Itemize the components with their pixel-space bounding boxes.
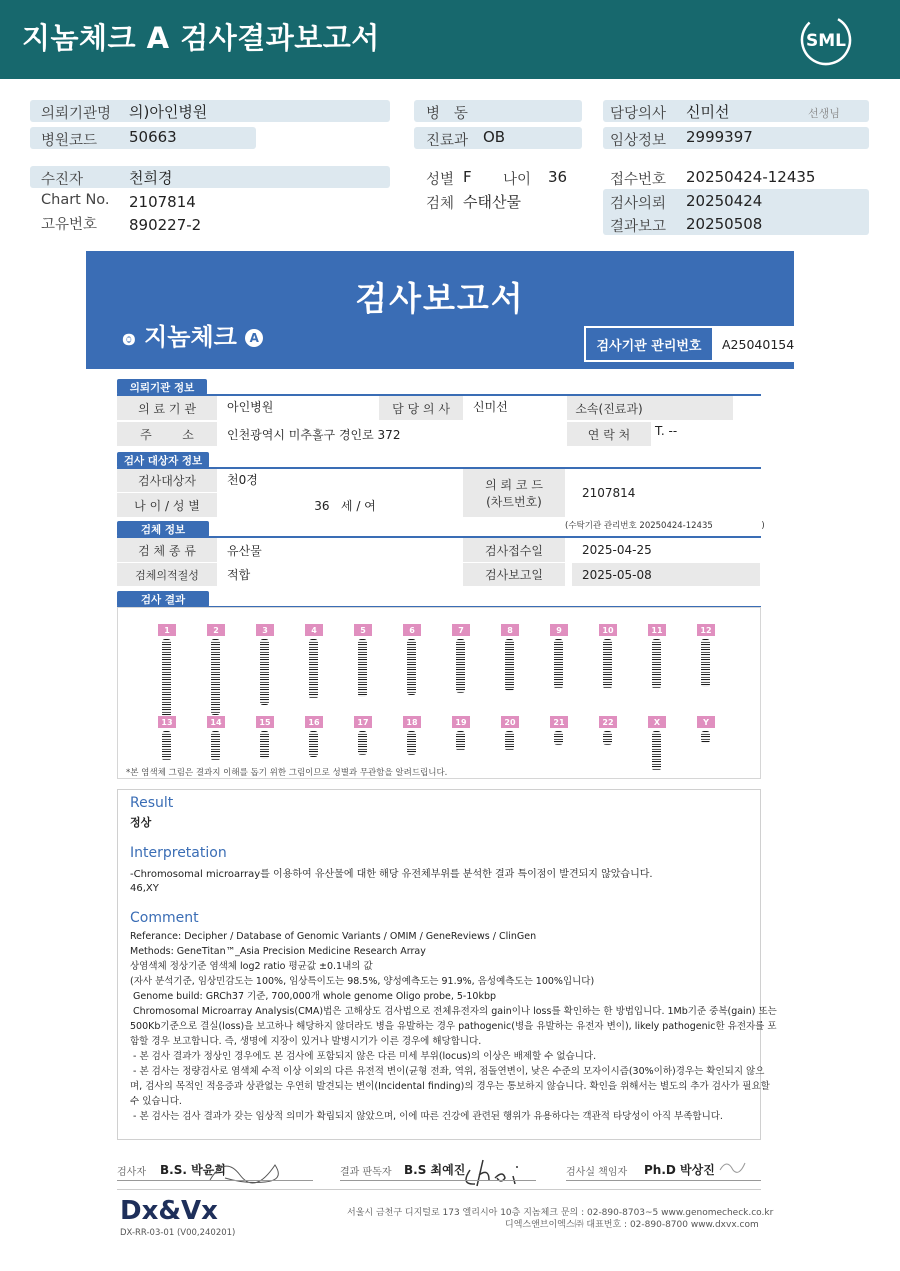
comment-line: 함할 경우 보고합니다. 즉, 생명에 지장이 있거나 발병시기가 이른 경우에 해당합니다. xyxy=(130,1036,482,1047)
doc-value: 신미선 xyxy=(463,396,567,420)
comment-line: Genome build: GRCh37 기준, 700,000개 whole genome Oligo probe, 5-10kbp xyxy=(130,991,497,1002)
comment-line: 상염색체 정상기준 염색체 log2 ratio 평균값 ±0.1내의 값 xyxy=(130,961,373,972)
comment-line: - 본 검사 결과가 정상인 경우에도 본 검사에 포함되지 않은 다른 미세 부위(locus)의 이상은 배제할 수 없습니다. xyxy=(130,1051,597,1062)
sign-line xyxy=(566,1180,761,1181)
tester-label: 검사자 xyxy=(117,1167,146,1178)
footer-company: 디엑스앤브이엑스㈜ 대표번호 : 02-890-8700 www.dxvx.com xyxy=(505,1220,759,1230)
agesex-value: 36 세 / 여 xyxy=(217,493,463,517)
chromosome-label: 17 xyxy=(354,716,372,728)
hospital-code-label: 병원코드 xyxy=(41,133,98,149)
result-text: 정상 xyxy=(130,816,152,829)
recv-date-value: 2025-04-25 xyxy=(572,538,760,562)
patient-value: 천희경 xyxy=(129,169,173,187)
footer-divider xyxy=(117,1189,761,1190)
sign-line xyxy=(117,1180,313,1181)
chromosome-14 xyxy=(211,731,220,761)
footer-address: 서울시 금천구 디지털로 173 엘리시아 10층 지놈체크 문의 : 02-890-8703~5 www.genomecheck.co.kr xyxy=(347,1208,774,1218)
request-label: 검사의뢰 xyxy=(610,196,667,212)
doctor-value: 신미선 xyxy=(686,103,730,121)
addr-label: 주 소 xyxy=(117,422,217,446)
chromosome-15 xyxy=(260,731,269,759)
comment-line: 수 있습니다. xyxy=(130,1096,182,1107)
unique-label: 고유번호 xyxy=(41,217,98,233)
reception-label: 접수번호 xyxy=(610,172,667,188)
chromosome-label: 5 xyxy=(354,624,372,636)
chromosome-label: 14 xyxy=(207,716,225,728)
chromosome-2 xyxy=(211,639,220,715)
chromosome-16 xyxy=(309,731,318,757)
chromosome-9 xyxy=(554,639,563,689)
interpretation-line-2: 46,XY xyxy=(130,883,159,894)
section-subject: 검사 대상자 정보 xyxy=(117,452,209,468)
chromosome-label: 1 xyxy=(158,624,176,636)
results-panel xyxy=(117,789,777,1140)
chromosome-4 xyxy=(309,639,318,699)
chromosome-5 xyxy=(358,639,367,697)
comment-line: Methods: GeneTitan™_Asia Precision Medicine Research Array xyxy=(130,946,426,957)
chromosome-11 xyxy=(652,639,661,689)
chromosome-17 xyxy=(358,731,367,755)
code-label xyxy=(463,469,565,517)
chief-label: 검사실 책임자 xyxy=(566,1167,628,1178)
chromosome-21 xyxy=(554,731,563,745)
sex-value: F xyxy=(463,168,472,186)
contact-value: T. -- xyxy=(651,422,733,446)
chromosome-19 xyxy=(456,731,465,751)
chromosome-label: 2 xyxy=(207,624,225,636)
report-date-value: 2025-05-08 xyxy=(572,563,760,586)
specimen-label: 검체 xyxy=(426,196,455,212)
inst-label: 의 료 기 관 xyxy=(117,396,217,420)
unique-value: 890227-2 xyxy=(129,216,202,234)
section-results: 검사 결과 xyxy=(117,591,209,607)
chart-label: Chart No. xyxy=(41,192,110,208)
clinical-value: 2999397 xyxy=(686,128,753,146)
report-date-label: 검사보고일 xyxy=(463,563,565,586)
chromosome-label: 10 xyxy=(599,624,617,636)
interpretation-line-1: -Chromosomal microarray를 이용하여 유산물에 대한 해당 유전체부위를 분석한 결과 특이점이 발견되지 않았습니다. xyxy=(130,869,653,880)
comment-body xyxy=(130,929,777,1124)
reception-value: 20250424-12435 xyxy=(686,168,816,186)
result-heading: Result xyxy=(130,795,174,811)
chromosome-label: 18 xyxy=(403,716,421,728)
chromosome-label: 20 xyxy=(501,716,519,728)
chromosome-label: 16 xyxy=(305,716,323,728)
chromosome-7 xyxy=(456,639,465,693)
comment-line: 며, 검사의 목적인 적응증과 상관없는 우연히 발견되는 변이(Incidental finding)의 경우는 통보하지 않습니다. 확인을 위해서는 별도의 추가 검사가 필요할 xyxy=(130,1081,770,1092)
chromosome-3 xyxy=(260,639,269,705)
suit-value: 적합 xyxy=(217,563,463,586)
comment-line: (자사 분석기준, 임상민감도는 100%, 임상특이도는 98.5%, 양성예측도는 91.9%, 음성예측도는 100%입니다) xyxy=(130,976,595,987)
sex-label: 성별 xyxy=(426,172,455,188)
age-label: 나이 xyxy=(503,172,532,188)
chromosome-X xyxy=(652,731,661,771)
contact-label: 연 락 처 xyxy=(567,422,651,446)
doctor-label: 담당의사 xyxy=(610,106,667,122)
comment-line: Referance: Decipher / Database of Genomic Variants / OMIM / GeneReviews / ClinGen xyxy=(130,931,537,942)
age-value: 36 xyxy=(548,168,568,186)
chromosome-1 xyxy=(162,639,171,717)
comment-line: 500Kb기준으로 결실(loss)을 보고하나 해당하지 않더라도 병을 유발하는 경우 pathogenic(병을 유발하는 유전자 변이), likely pathogenic한 유전자를 포 xyxy=(130,1021,777,1032)
chromosome-label: 9 xyxy=(550,624,568,636)
chromosome-13 xyxy=(162,731,171,761)
karyotype-panel xyxy=(117,607,761,779)
addr-value: 인천광역시 미추홀구 경인로 372 xyxy=(217,422,563,446)
judge-signature xyxy=(455,1150,545,1190)
patient-label: 수진자 xyxy=(41,172,84,188)
header-bar xyxy=(0,0,900,79)
chromosome-label: 12 xyxy=(697,624,715,636)
result-date-value: 20250508 xyxy=(686,215,763,233)
chromosome-12 xyxy=(701,639,710,687)
spec-type-label: 검 체 종 류 xyxy=(117,538,217,562)
result-date-label: 결과보고 xyxy=(610,219,667,235)
mgmt-value: A25040154 xyxy=(714,328,846,360)
dept-label: 진료과 xyxy=(426,133,469,149)
management-number-box xyxy=(584,326,848,362)
chromosome-label: 3 xyxy=(256,624,274,636)
chromosome-20 xyxy=(505,731,514,751)
affil-value xyxy=(651,396,733,420)
mgmt-label: 검사기관 관리번호 xyxy=(586,328,714,360)
chromosome-label: Y xyxy=(697,716,715,728)
chromosome-18 xyxy=(407,731,416,755)
chromosome-label: 13 xyxy=(158,716,176,728)
brand-mark: A xyxy=(245,329,263,347)
chromosome-Y xyxy=(701,731,710,743)
sign-line xyxy=(340,1180,536,1181)
chief-name: Ph.D 박상진 xyxy=(644,1163,715,1177)
chart-value: 2107814 xyxy=(129,193,196,211)
chromosome-6 xyxy=(407,639,416,695)
subject-label: 검사대상자 xyxy=(117,469,217,492)
tester-signature xyxy=(205,1150,295,1190)
chromosome-label: 4 xyxy=(305,624,323,636)
patient-pill xyxy=(30,166,390,188)
footer-brand: Dx&Vx xyxy=(120,1196,218,1226)
page-title: 지놈체크 A 검사결과보고서 xyxy=(22,21,380,55)
sml-logo-icon xyxy=(800,14,852,66)
chromosome-22 xyxy=(603,731,612,745)
svg-text:SML: SML xyxy=(806,31,846,51)
doctor-suffix: 선생님 xyxy=(808,107,840,120)
chief-signature xyxy=(715,1155,755,1180)
judge-name: B.S 최예진 xyxy=(404,1163,466,1177)
hospital-code-value: 50663 xyxy=(129,128,177,146)
comment-line: Chromosomal Microarray Analysis(CMA)법은 고해상도 검사법으로 전체유전자의 gain이나 loss를 확인하는 한 방법입니다. 1Mb기준 중복(gain) 또는 xyxy=(130,1006,777,1017)
subject-value: 천0경 xyxy=(217,469,463,492)
judge-label: 결과 판독자 xyxy=(340,1167,392,1178)
chromosome-label: 7 xyxy=(452,624,470,636)
institution-value: 의)아인병원 xyxy=(129,103,208,121)
request-value: 20250424 xyxy=(686,192,763,210)
doc-code: DX-RR-03-01 (V00,240201) xyxy=(120,1228,236,1238)
doc-label: 담 당 의 사 xyxy=(379,396,463,420)
specimen-value: 수태산물 xyxy=(463,193,521,211)
chromosome-label: 19 xyxy=(452,716,470,728)
tester-name: B.S. 박윤희 xyxy=(160,1163,226,1177)
brand-name: 지놈체크 xyxy=(144,323,237,351)
chromosome-label: X xyxy=(648,716,666,728)
suit-label: 검체의적절성 xyxy=(117,563,217,586)
chromosome-label: 15 xyxy=(256,716,274,728)
report-header xyxy=(86,251,794,369)
affil-label: 소속(진료과) xyxy=(567,396,651,420)
chromosome-label: 11 xyxy=(648,624,666,636)
recv-date-label: 검사접수일 xyxy=(463,538,565,562)
code-label-2: (차트번호) xyxy=(486,495,542,509)
dna-icon: ꙩ xyxy=(122,326,136,350)
chromosome-label: 22 xyxy=(599,716,617,728)
report-title: 검사보고서 xyxy=(355,279,525,318)
institution-label: 의뢰기관명 xyxy=(41,106,112,122)
agesex-label: 나 이 / 성 별 xyxy=(117,493,217,517)
comment-line: - 본 검사는 검사 결과가 갖는 임상적 의미가 확립되지 않았으며, 이에 따른 건강에 관련된 행위가 유용하다는 객관적 타당성이 아직 부족합니다. xyxy=(130,1111,723,1122)
ward-label: 병 동 xyxy=(426,106,468,122)
clinical-label: 임상정보 xyxy=(610,133,667,149)
comment-line: - 본 검사는 정량검사로 염색체 수적 이상 이외의 다른 유전적 변이(균형 전좌, 역위, 점돌연변이, 낮은 수준의 모자이시즘(30%이하)경우는 확인되지 않으 xyxy=(130,1066,765,1077)
section-specimen: 검체 정보 xyxy=(117,521,209,537)
chromosome-8 xyxy=(505,639,514,691)
code-label-1: 의 뢰 코 드 xyxy=(485,478,543,492)
interpretation-heading: Interpretation xyxy=(130,845,227,861)
comment-heading: Comment xyxy=(130,910,199,926)
dept-value: OB xyxy=(483,128,506,146)
spec-type-value: 유산물 xyxy=(217,538,463,562)
chromosome-label: 8 xyxy=(501,624,519,636)
chromosome-label: 21 xyxy=(550,716,568,728)
consign-note: (수탁기관 관리번호 20250424-12435 ) xyxy=(565,521,765,531)
section-institution: 의뢰기관 정보 xyxy=(117,379,207,395)
chromosome-10 xyxy=(603,639,612,689)
brand-logo xyxy=(122,317,263,352)
inst-value: 아인병원 xyxy=(217,396,379,420)
code-value: 2107814 xyxy=(572,469,760,517)
karyotype-note: *본 염색체 그림은 결과지 이해를 돕기 위한 그림이므로 성별과 무관함을 알려드립니다. xyxy=(126,768,448,778)
chromosome-label: 6 xyxy=(403,624,421,636)
